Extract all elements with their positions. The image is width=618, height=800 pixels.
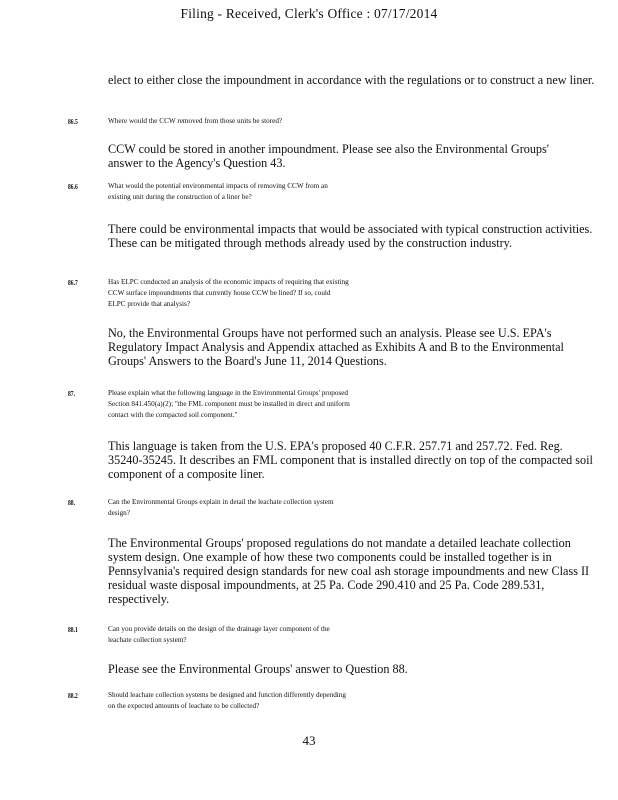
question-text: [108, 690, 538, 712]
question-line: existing unit during the construction of a liner be?: [108, 193, 252, 201]
question-line: Where would the CCW removed from those units be stored?: [108, 117, 283, 125]
question-line: Should leachate collection systems be designed and function differently depending: [108, 691, 346, 699]
answer-text: No, the Environmental Groups have not performed such an analysis. Please see U.S. EPA's Regulatory Impact Analysis and Appendix attached as Exhibits A and B to the Environmental Groups' Answers to the Board's June 11, 2014 Questions.: [108, 326, 564, 368]
question-line: Can the Environmental Groups explain in detail the leachate collection system: [108, 498, 334, 506]
page-number: 43: [302, 733, 316, 748]
question-number: 88.: [68, 499, 75, 507]
question-line: What would the potential environmental impacts of removing CCW from an: [108, 182, 328, 190]
intro-text: elect to either close the impoundment in accordance with the regulations or to construct a new liner.: [108, 73, 595, 87]
question-number: 88.2: [68, 692, 78, 700]
question-number: 86.5: [68, 118, 78, 126]
answer-text: There could be environmental impacts that would be associated with typical construction activities. These can be mitigated through methods already used by the construction industry.: [108, 222, 593, 250]
filing-header: Filing - Received, Clerk's Office : 07/17/2014: [180, 6, 438, 21]
question-text: [108, 116, 548, 127]
question-text: [108, 277, 538, 310]
question-line: Please explain what the following language in the Environmental Groups' proposed: [108, 389, 349, 397]
answer-text: CCW could be stored in another impoundment. Please see also the Environmental Groups' answer to the Agency's Question 43.: [108, 142, 549, 170]
question-line: Can you provide details on the design of the drainage layer component of the: [108, 625, 330, 633]
question-line: ELPC provide that analysis?: [108, 300, 191, 308]
question-line: design?: [108, 509, 130, 517]
question-line: on the expected amounts of leachate to be collected?: [108, 702, 260, 710]
answer-text: This language is taken from the U.S. EPA's proposed 40 C.F.R. 257.71 and 257.72. Fed. Reg. 35240-35245. It describes an FML component that is installed directly on top of the compacted soil component of a composite liner.: [108, 439, 593, 481]
question-text: [108, 497, 538, 519]
question-line: Section 841.450(a)(2); "the FML component must be installed in direct and uniform: [108, 400, 350, 408]
question-number: 88.1: [68, 626, 78, 634]
question-number: 86.7: [68, 279, 78, 287]
question-number: 87.: [68, 390, 75, 398]
question-text: [108, 388, 538, 421]
question-number: 86.6: [68, 183, 78, 191]
answer-text: The Environmental Groups' proposed regulations do not mandate a detailed leachate collection system design. One example of how these two components could be installed together is in Pennsylvania's required design standards for new coal ash storage impoundments and new Class II residual waste disposal impoundments, at 25 Pa. Code 290.410 and 25 Pa. Code 289.531, respectively.: [108, 536, 590, 606]
question-line: Has ELPC conducted an analysis of the economic impacts of requiring that existing: [108, 278, 349, 286]
question-text: [108, 624, 538, 646]
question-line: leachate collection system?: [108, 636, 187, 644]
question-text: [108, 181, 538, 203]
question-line: contact with the compacted soil component.": [108, 411, 238, 419]
answer-text: Please see the Environmental Groups' answer to Question 88.: [108, 662, 408, 676]
question-line: CCW surface impoundments that currently house CCW be lined? If so, could: [108, 289, 331, 297]
